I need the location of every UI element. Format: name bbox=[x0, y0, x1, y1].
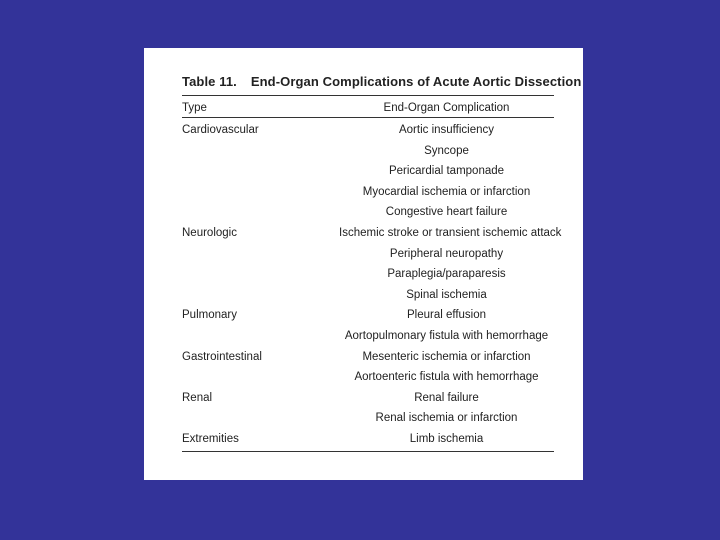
table-row bbox=[182, 224, 562, 245]
table-row bbox=[182, 389, 554, 410]
table-row bbox=[182, 430, 554, 451]
table-label: Table 11. bbox=[182, 74, 237, 89]
complication-cell: Aortoenteric fistula with hemorrhage bbox=[354, 371, 539, 384]
complication-cell: Aortic insufficiency bbox=[398, 124, 495, 136]
type-cell: Pulmonary bbox=[182, 309, 237, 322]
type-cell: Renal bbox=[182, 391, 213, 404]
table-title bbox=[182, 74, 581, 89]
complication-cell: Paraplegia/paraparesis bbox=[387, 268, 506, 281]
table-row bbox=[182, 121, 554, 142]
complication-cell: Renal ischemia or infarction bbox=[375, 412, 518, 425]
table-title-text: End-Organ Complications of Acute Aortic Dissection bbox=[250, 74, 582, 89]
table-row bbox=[182, 327, 554, 348]
table-row bbox=[182, 306, 554, 327]
column-header-type: Type bbox=[182, 102, 207, 114]
table-row bbox=[182, 265, 554, 286]
table-row bbox=[182, 409, 554, 430]
table-row bbox=[182, 162, 554, 183]
type-cell: Cardiovascular bbox=[182, 124, 259, 136]
table-body bbox=[182, 121, 562, 451]
type-cell: Extremities bbox=[182, 432, 239, 445]
table-top-rule bbox=[182, 95, 554, 96]
table-row bbox=[182, 348, 554, 369]
complication-cell: Pleural effusion bbox=[406, 309, 487, 322]
complication-cell: Mesenteric ischemia or infarction bbox=[362, 350, 531, 363]
complication-cell: Renal failure bbox=[414, 391, 479, 404]
table-row bbox=[182, 142, 554, 163]
table-row bbox=[182, 368, 554, 389]
table-row bbox=[182, 286, 554, 307]
complication-cell: Aortopulmonary fistula with hemorrhage bbox=[344, 329, 549, 342]
table-row bbox=[182, 245, 554, 266]
table-row bbox=[182, 183, 554, 204]
complication-cell: Spinal ischemia bbox=[406, 288, 487, 301]
table-header-rule bbox=[182, 117, 554, 118]
column-header-complication: End-Organ Complication bbox=[383, 102, 510, 114]
type-cell: Neurologic bbox=[182, 226, 237, 239]
table-bottom-rule bbox=[182, 451, 554, 452]
complication-cell: Peripheral neuropathy bbox=[389, 247, 504, 260]
type-cell: Gastrointestinal bbox=[182, 350, 262, 363]
table-card bbox=[144, 48, 583, 480]
complication-cell: Congestive heart failure bbox=[385, 206, 508, 219]
complication-cell: Limb ischemia bbox=[409, 432, 484, 445]
complication-cell: Ischemic stroke or transient ischemic attack bbox=[339, 226, 562, 239]
complication-cell: Syncope bbox=[424, 144, 469, 157]
table-row bbox=[182, 203, 554, 224]
complication-cell: Pericardial tamponade bbox=[388, 165, 505, 178]
complication-cell: Myocardial ischemia or infarction bbox=[362, 185, 531, 198]
